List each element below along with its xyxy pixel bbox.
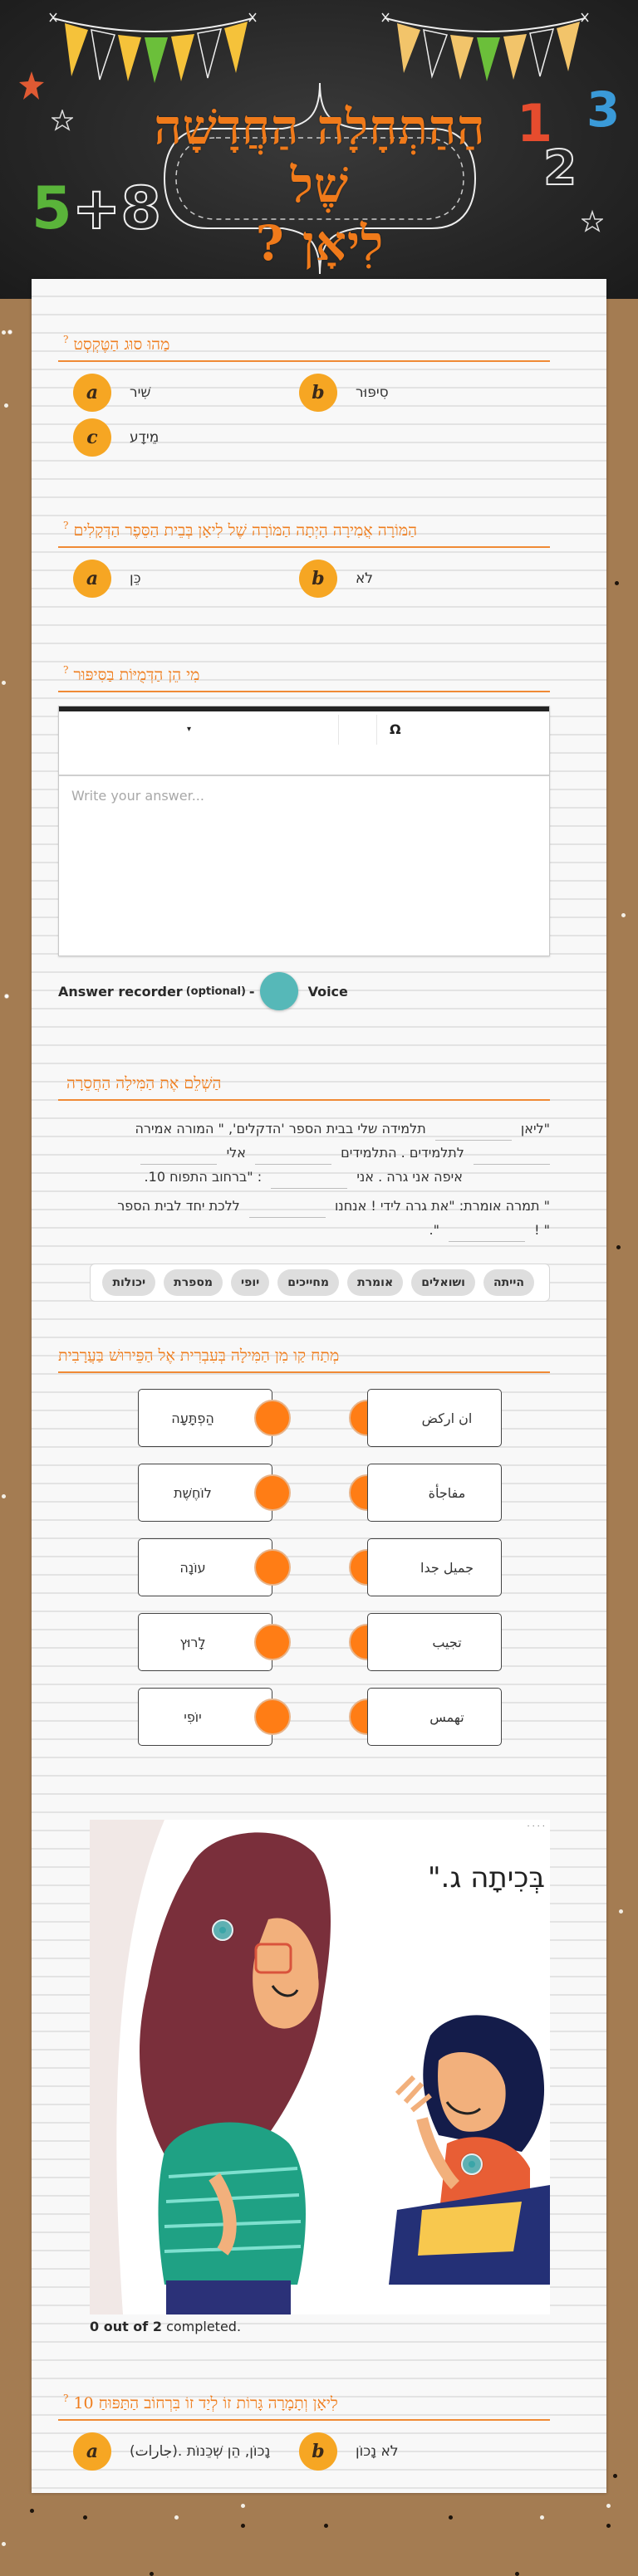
fill-line-4 (58, 1194, 550, 1218)
question-text: מַהוּ סוּג הַטֶּקְסְט (73, 335, 170, 354)
question-1-title (58, 329, 550, 362)
fill-line-2 (58, 1141, 550, 1165)
text-segment: " המורה אמירה (135, 1121, 224, 1136)
decor-eq-b: 8 (120, 174, 162, 242)
blank-input-2[interactable] (474, 1146, 550, 1165)
word-chip[interactable]: יכולות (102, 1269, 155, 1296)
option-letter-bubble: b (299, 2432, 337, 2471)
question-7-title (58, 2388, 550, 2421)
decor-number-3: 3 (586, 81, 621, 138)
progress-count: 0 out of 2 (90, 2319, 162, 2334)
question-5-title (58, 1340, 550, 1373)
option-b[interactable] (299, 560, 373, 598)
recorder-label: Answer recorder (58, 983, 183, 1000)
option-a[interactable] (73, 560, 141, 598)
question-mark: ? (63, 2393, 69, 2404)
recorder-dash: - (248, 983, 255, 1000)
hotspot-progress (90, 2319, 241, 2334)
question-text: מִי הֵן הַדְּמֻיּוֹת בַּסִּיפּוּר (73, 665, 200, 684)
arabic-word-box[interactable]: تهمس (367, 1688, 502, 1746)
option-b[interactable] (299, 2432, 399, 2471)
story-illustration (90, 1820, 550, 2314)
text-segment: : "ברחוב התפוח 10. (144, 1169, 263, 1185)
progress-suffix: completed. (166, 2319, 242, 2334)
recorder-optional-label: (optional) (185, 985, 246, 998)
question-text: הַשְׁלֵם אֶת הַמִּילָה הַחֲסֵרָה (66, 1073, 222, 1092)
question-1-options (58, 374, 550, 465)
voice-label: Voice (307, 983, 348, 1000)
text-segment: תלמידה שלי בבית הספר 'הדקלים', (228, 1121, 426, 1136)
decor-number-1: 1 (517, 93, 553, 154)
question-7 (58, 2388, 550, 2482)
option-label: נָכוֹן, הֵן שְׁכֵנוֹת .(جارات) (130, 2443, 271, 2460)
question-2 (58, 515, 550, 609)
word-chip[interactable]: יופי (231, 1269, 269, 1296)
hebrew-word-box[interactable]: הַפְתָּעָה (138, 1389, 272, 1447)
option-b[interactable] (299, 374, 389, 412)
toolbar-divider (376, 715, 377, 745)
option-label: מֵידָע (130, 429, 160, 446)
question-4 (58, 1068, 550, 1101)
match-connector-dot[interactable] (254, 1474, 291, 1511)
text-segment: ". (429, 1222, 439, 1238)
word-bank (90, 1264, 550, 1302)
star-outline-icon (52, 110, 73, 131)
text-segment: " תמרה אומרת: "את גרה לידי ! אנחנו (334, 1198, 550, 1214)
match-pair-4 (0, 1613, 638, 1673)
arabic-word-box[interactable]: ان اركض (367, 1389, 502, 1447)
answer-textarea[interactable] (59, 778, 549, 954)
title-line-2: לִיאָן ? (255, 215, 385, 271)
word-chip[interactable]: אומרת (347, 1269, 403, 1296)
option-label: לֹא (356, 570, 374, 587)
arabic-word-box[interactable]: جميل جدا (367, 1538, 502, 1596)
hebrew-word-box[interactable]: יוֹפִי (138, 1688, 272, 1746)
arabic-word-box[interactable]: تجيب (367, 1613, 502, 1671)
chalkboard-header (0, 0, 638, 299)
blank-input-7[interactable] (449, 1224, 525, 1242)
option-label: לֹא נָכוֹן (356, 2443, 399, 2460)
question-2-title (58, 515, 550, 548)
record-voice-button[interactable] (260, 972, 298, 1010)
question-5 (58, 1340, 550, 1373)
text-segment: איפה אני גרה . אני (356, 1169, 463, 1185)
fill-line-3 (58, 1165, 550, 1189)
question-text: לִיאָן וְתָמָרָה גָּרוֹת זוֹ לְיַד זוֹ בִּרְחוֹב הַתַּפּוּחַ 10 (73, 2393, 338, 2412)
decor-eq-op: + (71, 174, 121, 242)
arabic-word-box[interactable]: مفاجأة (367, 1464, 502, 1522)
question-text: הַמּוֹרָה אֲמִירָה הָיְתָה הַמּוֹרָה שֶׁל לִיאָן בְּבֵית הַסֵּפֶר הַדְּקָלִים (73, 521, 418, 540)
match-connector-dot[interactable] (254, 1400, 291, 1436)
star-red-icon (18, 70, 45, 103)
match-connector-dot[interactable] (254, 1624, 291, 1660)
question-mark: ? (63, 334, 69, 345)
text-segment: "ליאן (520, 1121, 550, 1136)
answer-recorder (58, 971, 348, 1011)
blank-input-4[interactable] (140, 1146, 217, 1165)
word-chip[interactable]: מחייכים (277, 1269, 339, 1296)
option-a[interactable] (73, 374, 150, 412)
word-chip[interactable]: מספרת (164, 1269, 223, 1296)
match-pair-5 (0, 1688, 638, 1747)
hebrew-word-box[interactable]: לוֹחֶשֶׁת (138, 1464, 272, 1522)
fill-line-5 (58, 1218, 550, 1242)
format-dropdown-chevron-icon[interactable]: ▾ (187, 725, 192, 734)
hotspot-teacher[interactable] (212, 1919, 233, 1941)
page-title (116, 98, 523, 272)
special-character-icon[interactable]: Ω (390, 721, 401, 737)
decor-eq-a: 5 (32, 174, 72, 242)
match-pair-2 (0, 1464, 638, 1523)
toolbar-divider (338, 715, 339, 745)
blank-input-5[interactable] (271, 1171, 347, 1189)
word-chip[interactable]: הייתה (483, 1269, 534, 1296)
option-letter-bubble: a (73, 2432, 111, 2471)
question-mark: ? (63, 520, 69, 531)
option-letter-bubble: a (73, 560, 111, 598)
option-letter-bubble: c (73, 418, 111, 457)
caption-top-marks: · · · · (527, 1821, 545, 1831)
blank-input-6[interactable] (249, 1200, 326, 1218)
option-c[interactable] (73, 418, 159, 457)
question-2-options (58, 560, 550, 609)
option-letter-bubble: a (73, 374, 111, 412)
question-3 (58, 659, 550, 692)
word-chip[interactable]: ושואלים (411, 1269, 475, 1296)
text-segment: לתלמידים . התלמידים (341, 1145, 464, 1161)
hebrew-word-box[interactable]: עוֹנָה (138, 1538, 272, 1596)
rich-text-editor (58, 706, 550, 956)
title-line-1: הַהַתְחָלָה הַחֲדָשָׁה שֶׁל (154, 99, 486, 213)
match-pair-3 (0, 1538, 638, 1598)
match-connector-dot[interactable] (254, 1699, 291, 1735)
text-segment: " ! (534, 1222, 550, 1238)
option-label: כֵּן (130, 570, 141, 587)
question-mark: ? (63, 664, 69, 676)
match-pair-1 (0, 1389, 638, 1449)
question-1 (58, 329, 550, 465)
illustration-caption: בְּכִיתָה ג." (427, 1861, 545, 1894)
fill-line-1 (58, 1117, 550, 1141)
question-3-title (58, 659, 550, 692)
match-connector-dot[interactable] (254, 1549, 291, 1586)
option-label: שִׁיר (130, 384, 151, 401)
question-7-options (58, 2432, 550, 2482)
hebrew-word-box[interactable]: לָרוּץ (138, 1613, 272, 1671)
blank-input-3[interactable] (255, 1146, 331, 1165)
blank-input-1[interactable] (435, 1122, 512, 1141)
hotspot-student[interactable] (461, 2153, 483, 2175)
option-letter-bubble: b (299, 560, 337, 598)
text-segment: אלי (226, 1145, 246, 1161)
option-label: סִיפּוּר (356, 384, 389, 401)
text-segment: ללכת יחד לבית הספר (117, 1198, 240, 1214)
question-text: מְתַח קַו מִן הַמִּילָה בְּעִבְרִית אֶל הַפֵּירוּשׁ בַּעֲרָבִית (58, 1346, 340, 1365)
decor-number-2: 2 (543, 139, 577, 196)
editor-toolbar (59, 711, 549, 776)
star-outline-right-icon (582, 209, 603, 234)
option-a[interactable] (73, 2432, 270, 2471)
fill-in-text (58, 1117, 550, 1242)
option-letter-bubble: b (299, 374, 337, 412)
decor-equation (32, 174, 161, 242)
question-4-title (58, 1068, 550, 1101)
